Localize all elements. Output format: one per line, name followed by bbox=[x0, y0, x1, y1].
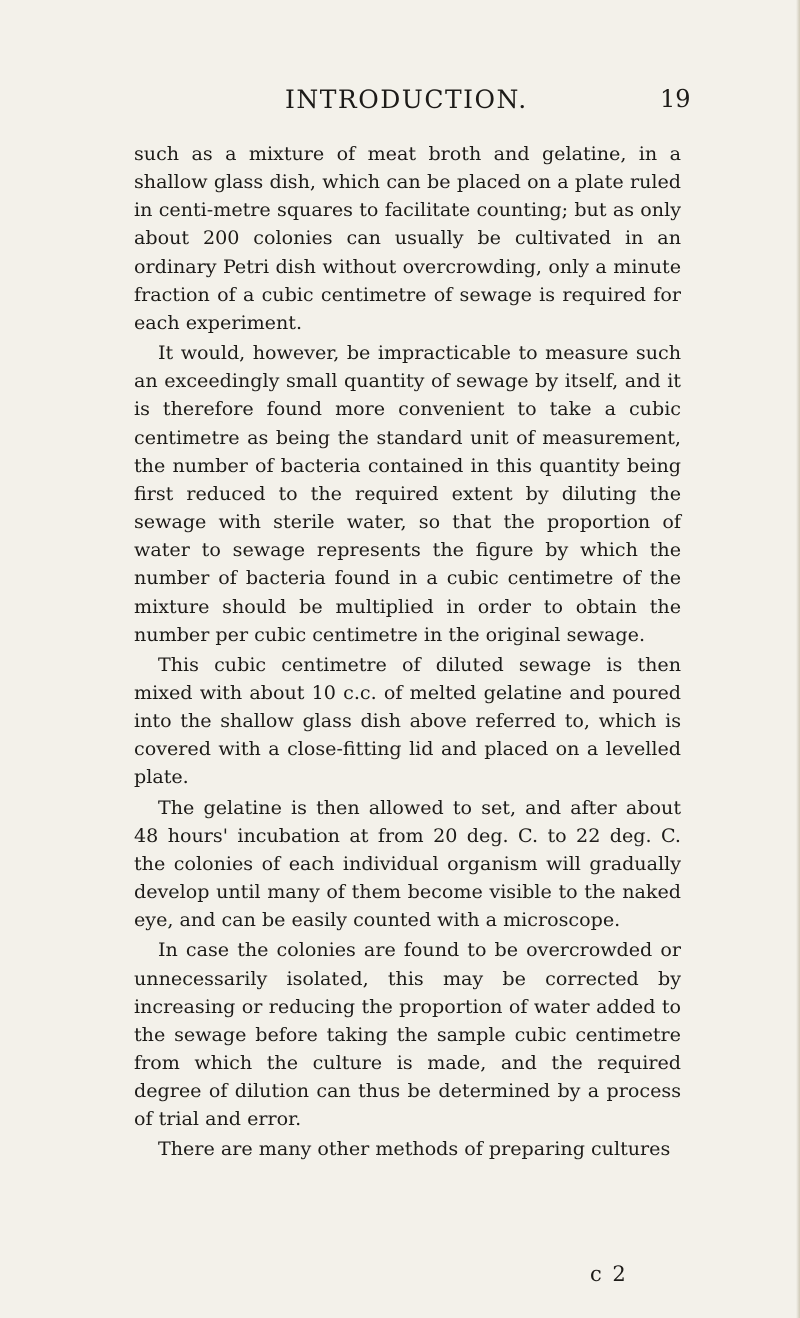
paragraph: The gelatine is then allowed to set, and after about 48 hours' incubation at from 20 deg. C. to 22 deg. C. the colonies of each individual organism will gradually develop until many of them become visible to the naked eye, and can be easily counted with a microscope. bbox=[134, 795, 681, 932]
page-edge bbox=[796, 0, 800, 1318]
paragraph: such as a mixture of meat broth and gelatine, in a shallow glass dish, which can be placed on a plate ruled in centi-metre squares to facilitate counting; but as only about 200 colonies can usually be cultivated in an ordinary Petri dish without overcrowding, only a minute fraction of a cubic centimetre of sewage is required for each experiment. bbox=[134, 142, 681, 334]
paragraph: It would, however, be impracticable to measure such an exceedingly small quantity of sewage by itself, and it is therefore found more convenient to take a cubic centimetre as being the standard unit of measurement, the number of bacteria contained in this quantity being first reduced to the required extent by diluting the sewage with sterile water, so that the proportion of water to sewage represents the figure by which the number of bacteria found in a cubic centimetre of the mixture should be multiplied in order to obtain the number per cubic centimetre in the original sewage. bbox=[134, 341, 681, 646]
paragraph: In case the colonies are found to be overcrowded or unnecessarily isolated, this may be corrected by increasing or reducing the proportion of water added to the sewage before taking the sample cubic centimetre from which the culture is made, and the required degree of dilution can thus be determined by a process of trial and error. bbox=[134, 938, 681, 1131]
body-text bbox=[134, 140, 681, 1166]
running-head bbox=[0, 85, 800, 121]
signature-mark: c 2 bbox=[590, 1262, 628, 1286]
chapter-title: INTRODUCTION. bbox=[285, 85, 528, 114]
paragraph: There are many other methods of preparing cultures bbox=[158, 1137, 671, 1161]
page-number: 19 bbox=[660, 85, 691, 113]
paragraph: This cubic centimetre of diluted sewage is then mixed with about 10 c.c. of melted gelatine and poured into the shallow glass dish above referred to, which is covered with a close-fitting lid and placed on a levelled plate. bbox=[134, 652, 681, 789]
